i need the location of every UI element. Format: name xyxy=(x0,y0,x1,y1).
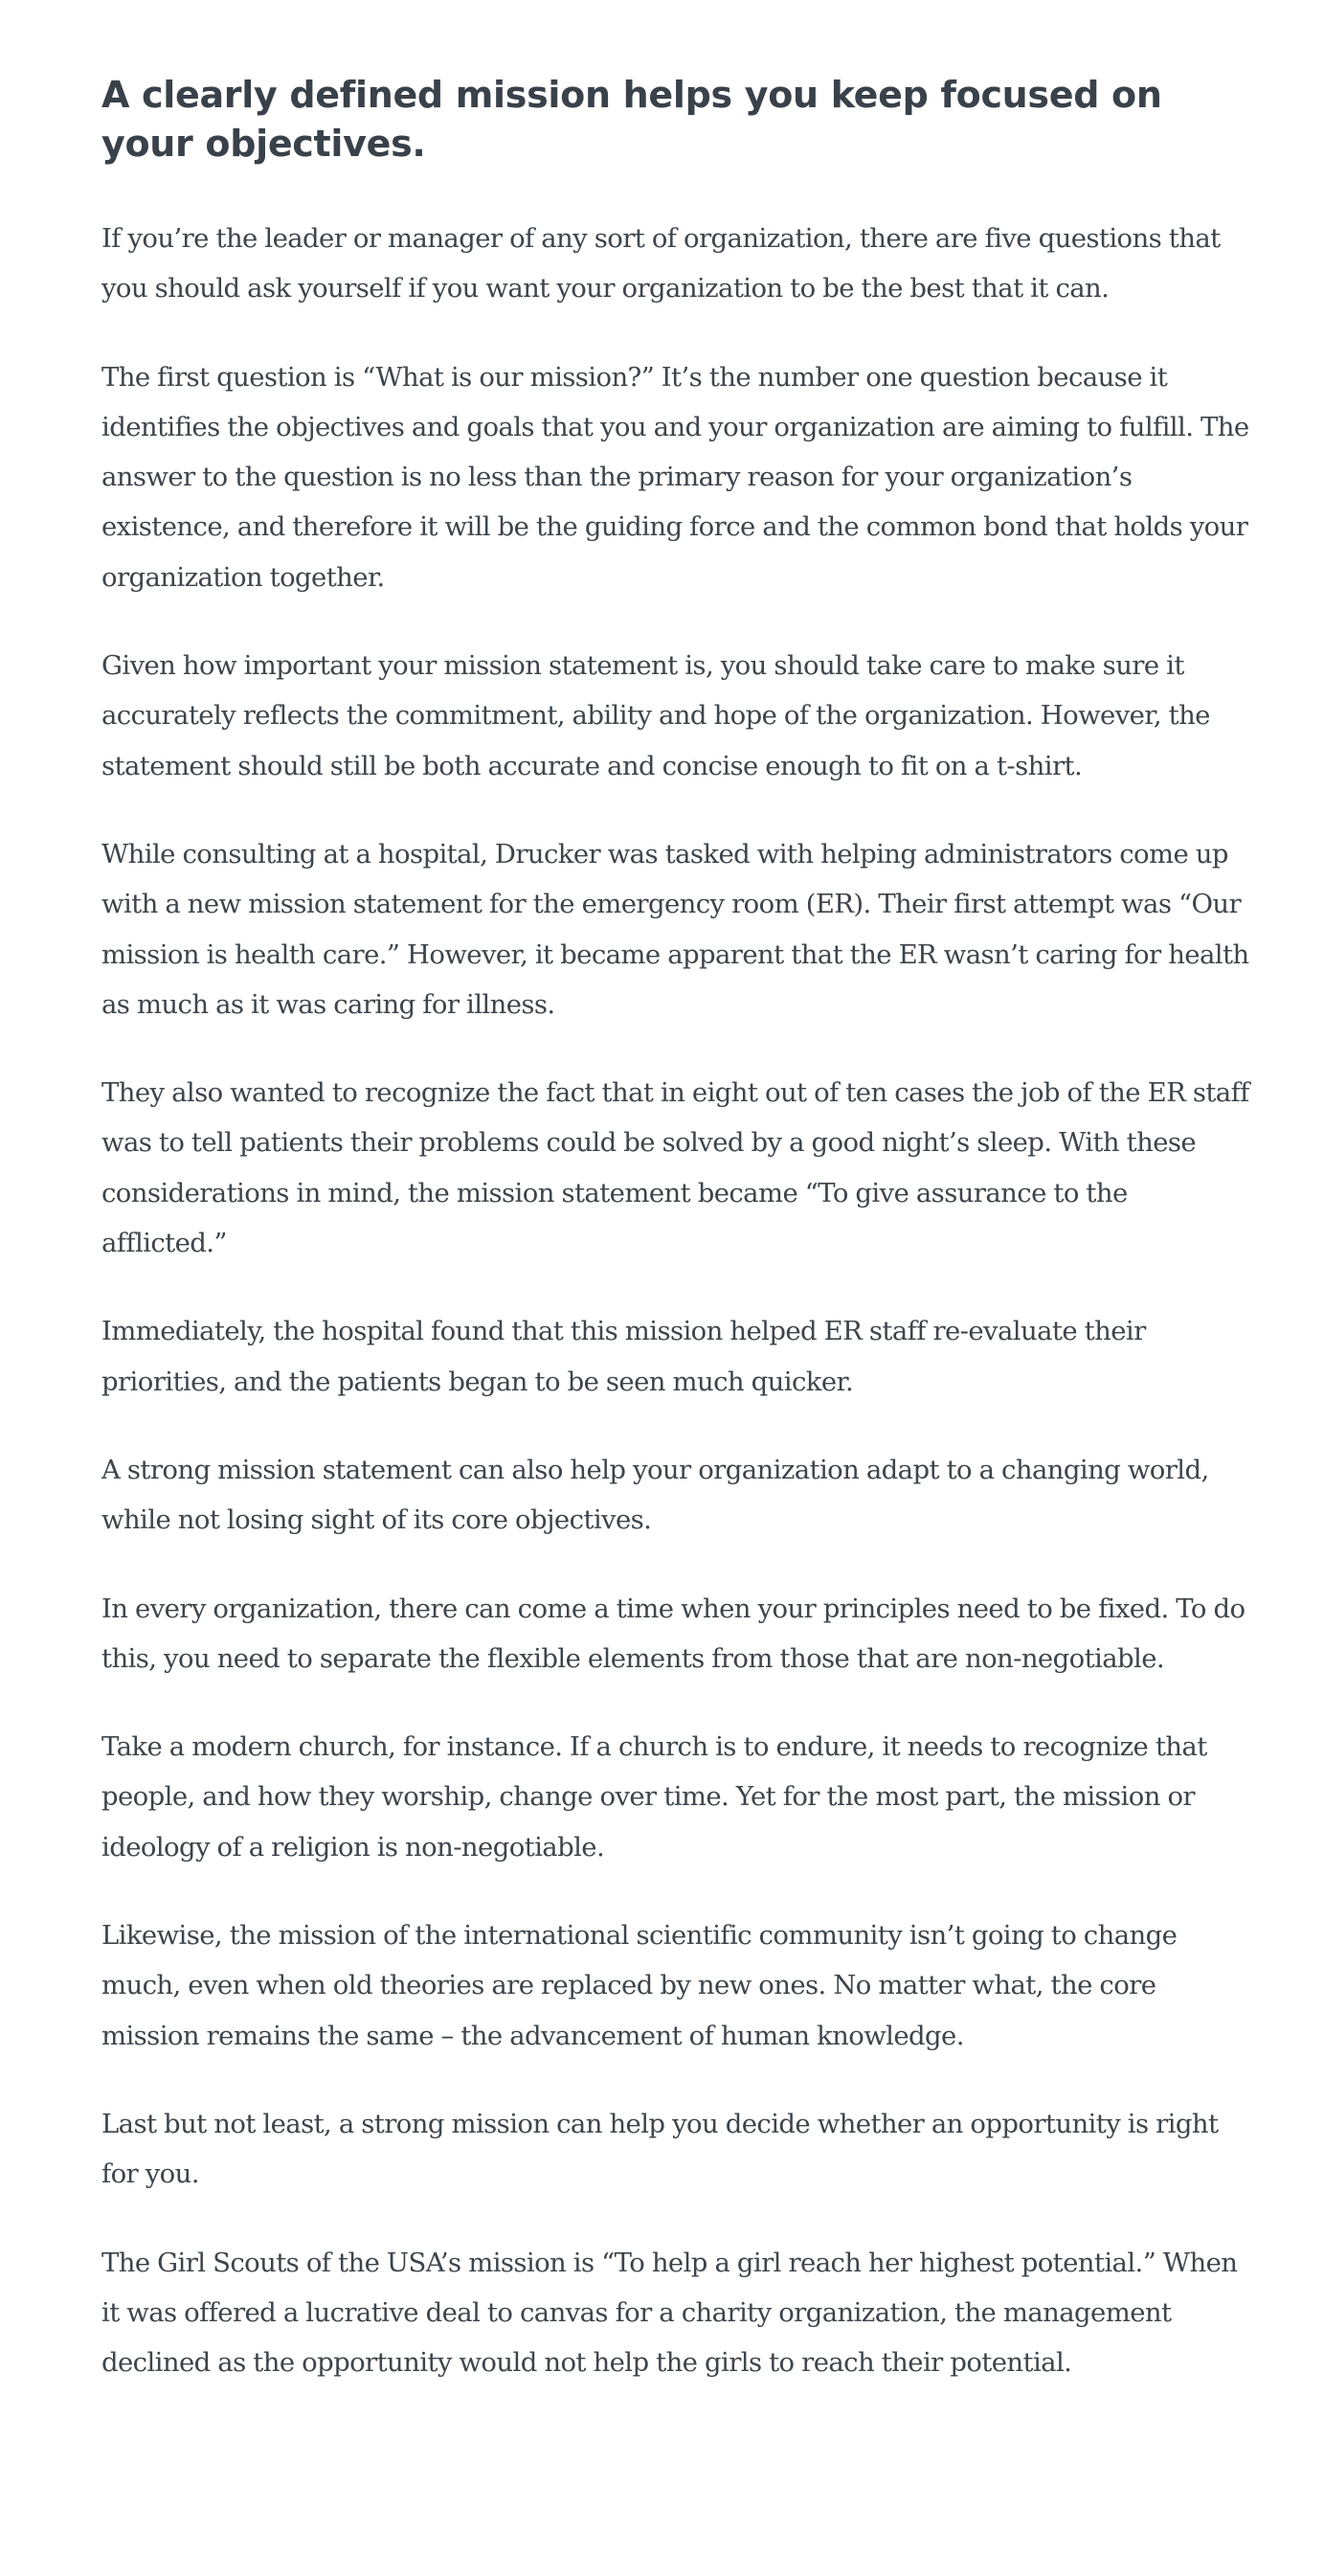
paragraph: Likewise, the mission of the international scientific community isn’t going to change much, even when old theories are replaced by new ones. No matter what, the core mission remains the same – the advancement of human knowledge. xyxy=(101,1920,1178,2051)
article xyxy=(101,71,1250,2426)
paragraph: A strong mission statement can also help your organization adapt to a changing world, while not losing sight of its core objectives. xyxy=(101,1454,1209,1536)
paragraph: In every organization, there can come a time when your principles need to be fixed. To do this, you need to separate the flexible elements from those that are non-negotiable. xyxy=(101,1593,1245,1674)
paragraph: The Girl Scouts of the USA’s mission is “To help a girl reach her highest potential.” When it was offered a lucrative deal to canvas for a charity organization, the management declined as the opportunity would not help the girls to reach their potential. xyxy=(101,2247,1238,2379)
paragraph: While consulting at a hospital, Drucker was tasked with helping administrators come up with a new mission statement for the emergency room (ER). Their first attempt was “Our mission is health care.” However, it became apparent that the ER wasn’t caring for health as much as it was caring for illness. xyxy=(101,838,1249,1020)
paragraph: They also wanted to recognize the fact that in eight out of ten cases the job of the ER staff was to tell patients their problems could be solved by a good night’s sleep. With these considerations in mind, the mission statement became “To give assurance to the afflicted.” xyxy=(101,1077,1249,1259)
paragraph: The first question is “What is our mission?” It’s the number one question because it identifies the objectives and goals that you and your organization are aiming to fulfill. The answer to the question is no less than the primary reason for your organization’s existence, and therefore it will be the guiding force and the common bond that holds your organization together. xyxy=(101,361,1249,593)
article-title: A clearly defined mission helps you keep focused on your objectives. xyxy=(101,74,1162,165)
paragraph: If you’re the leader or manager of any sort of organization, there are five questions that you should ask yourself if you want your organization to be the best that it can. xyxy=(101,223,1221,305)
paragraph: Take a modern church, for instance. If a church is to endure, it needs to recognize that people, and how they worship, change over time. Yet for the most part, the mission or ideology of a religion is non-negotiable. xyxy=(101,1731,1207,1863)
paragraph: Immediately, the hospital found that this mission helped ER staff re-evaluate their priorities, and the patients began to be seen much quicker. xyxy=(101,1316,1146,1397)
paragraph: Given how important your mission statement is, you should take care to make sure it accurately reflects the commitment, ability and hope of the organization. However, the statement should still be both accurate and concise enough to fit on a t-shirt. xyxy=(101,650,1210,781)
paragraph: Last but not least, a strong mission can help you decide whether an opportunity is right for you. xyxy=(101,2108,1219,2190)
